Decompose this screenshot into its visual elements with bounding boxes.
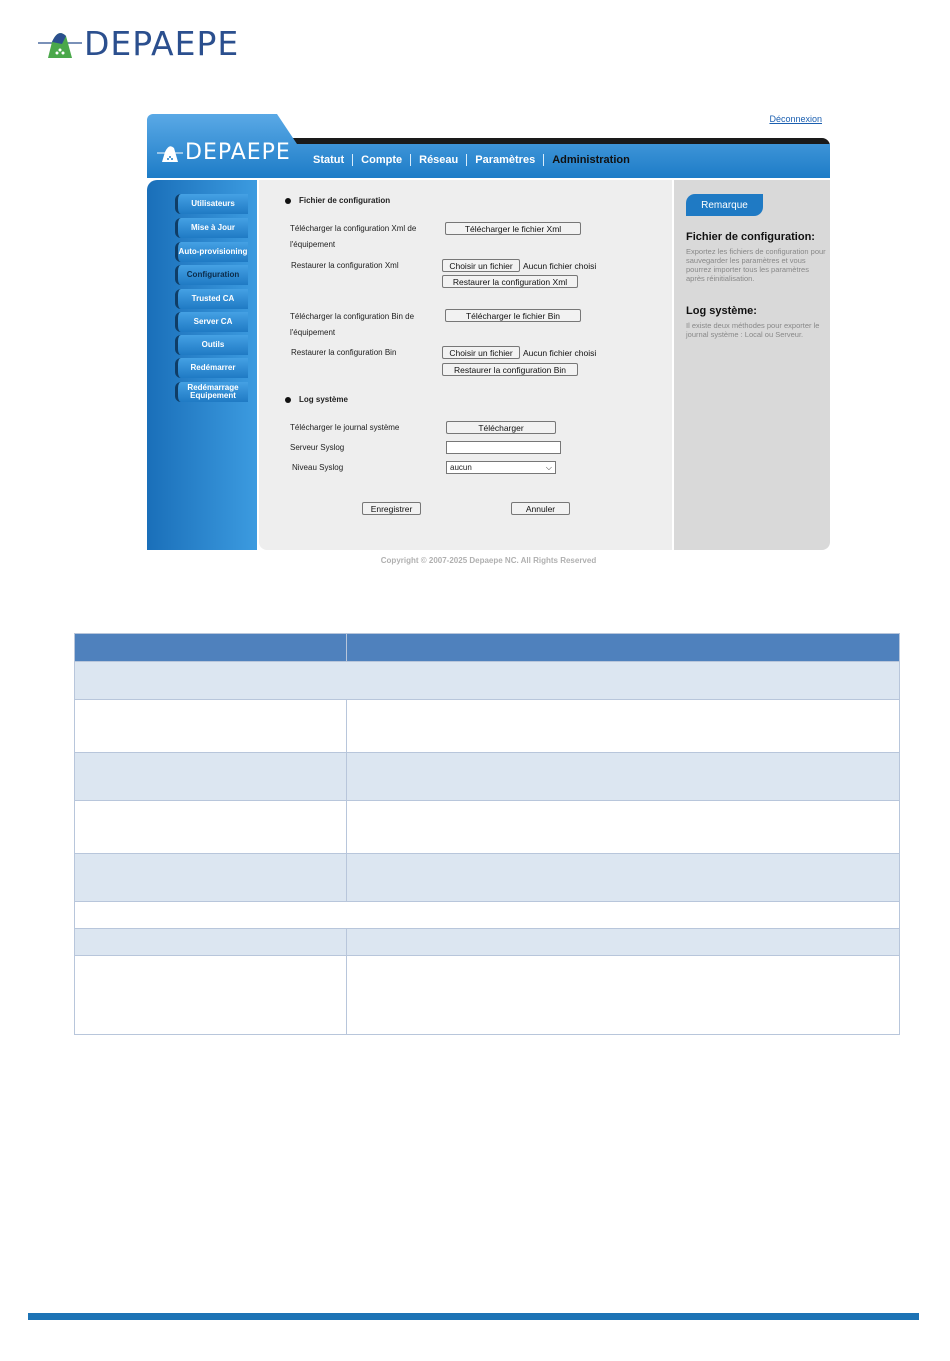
nav-administration[interactable]: Administration bbox=[552, 154, 630, 166]
xml-download-label bbox=[290, 221, 416, 253]
table-cell bbox=[347, 801, 900, 854]
nav-reseau[interactable]: Réseau bbox=[419, 154, 459, 166]
syslog-level-label: Niveau Syslog bbox=[292, 463, 344, 472]
header-wordmark: DEPAEPE bbox=[185, 140, 291, 165]
table-cell bbox=[347, 854, 900, 902]
table-cell bbox=[347, 929, 900, 956]
nav-parametres[interactable]: Paramètres bbox=[475, 154, 536, 166]
syslog-server-label: Serveur Syslog bbox=[290, 443, 345, 452]
bin-file-status: Aucun fichier choisi bbox=[523, 348, 597, 358]
table-cell bbox=[75, 902, 900, 929]
bin-download-label-line1: Télécharger la configuration Bin de bbox=[290, 312, 415, 321]
table-row bbox=[75, 929, 900, 956]
table-cell bbox=[75, 956, 347, 1035]
sidebar-item-auto-provisioning[interactable]: Auto-provisioning bbox=[175, 242, 248, 262]
xml-file-status: Aucun fichier choisi bbox=[523, 261, 597, 271]
xml-download-label-line1: Télécharger la configuration Xml de bbox=[290, 224, 417, 233]
main-nav bbox=[305, 154, 638, 166]
footer-bar bbox=[28, 1313, 919, 1320]
table-cell bbox=[347, 753, 900, 801]
company-wordmark: DEPAEPE bbox=[84, 24, 240, 63]
choose-xml-file-button[interactable]: Choisir un fichier bbox=[442, 259, 520, 272]
bin-download-label bbox=[290, 309, 414, 341]
syslog-server-input[interactable] bbox=[446, 441, 561, 454]
sidebar-item-server-ca[interactable]: Server CA bbox=[175, 312, 248, 332]
config-section-label: Fichier de configuration bbox=[299, 196, 391, 205]
table-cell bbox=[75, 634, 347, 662]
download-xml-button[interactable]: Télécharger le fichier Xml bbox=[445, 222, 581, 235]
note-tab: Remarque bbox=[686, 194, 763, 216]
sidebar bbox=[147, 180, 257, 550]
company-logo bbox=[38, 24, 239, 63]
table-row bbox=[75, 902, 900, 929]
save-button[interactable]: Enregistrer bbox=[362, 502, 421, 515]
table-row bbox=[75, 801, 900, 854]
sidebar-item-mise-a-jour[interactable]: Mise à Jour bbox=[175, 218, 248, 238]
bin-download-label-line2: l'équipement bbox=[290, 328, 336, 337]
table-cell bbox=[75, 854, 347, 902]
note-log-text: Il existe deux méthodes pour exporter le journal système : Local ou Serveur. bbox=[686, 321, 820, 339]
choose-bin-file-button[interactable]: Choisir un fichier bbox=[442, 346, 520, 359]
sidebar-item-redemarrage-equipement[interactable]: Redémarrage Equipement bbox=[175, 382, 248, 402]
header-logo bbox=[157, 140, 291, 165]
cancel-button[interactable]: Annuler bbox=[511, 502, 570, 515]
config-section-title bbox=[285, 196, 390, 205]
table-cell bbox=[347, 956, 900, 1035]
table-row bbox=[75, 854, 900, 902]
bullet-icon bbox=[285, 397, 291, 403]
table-row bbox=[75, 700, 900, 753]
note-config-text: Exportez les fichiers de configuration pour sauvegarder les paramètres et vous pourrez importer tous les paramètres après réinitialisation. bbox=[686, 247, 826, 283]
log-section-title bbox=[285, 395, 348, 404]
depaepe-logo-icon bbox=[157, 142, 183, 164]
syslog-level-value: aucun bbox=[450, 463, 472, 472]
download-log-button[interactable]: Télécharger bbox=[446, 421, 556, 434]
table-cell bbox=[75, 929, 347, 956]
bullet-icon bbox=[285, 198, 291, 204]
log-download-label: Télécharger le journal système bbox=[290, 423, 400, 432]
nav-compte[interactable]: Compte bbox=[361, 154, 403, 166]
table-row bbox=[75, 956, 900, 1035]
restore-xml-button[interactable]: Restaurer la configuration Xml bbox=[442, 275, 578, 288]
syslog-level-select[interactable] bbox=[446, 461, 556, 474]
restore-bin-button[interactable]: Restaurer la configuration Bin bbox=[442, 363, 578, 376]
note-config-title: Fichier de configuration: bbox=[686, 231, 815, 243]
sidebar-item-outils[interactable]: Outils bbox=[175, 335, 248, 355]
description-table bbox=[74, 633, 900, 1035]
sidebar-item-trusted-ca[interactable]: Trusted CA bbox=[175, 289, 248, 309]
note-log-title: Log système: bbox=[686, 305, 757, 317]
sidebar-item-redemarrer[interactable]: Redémarrer bbox=[175, 358, 248, 378]
log-section-label: Log système bbox=[299, 395, 348, 404]
table-cell bbox=[75, 662, 900, 700]
copyright-text: Copyright © 2007-2025 Depaepe NC. All Rights Reserved bbox=[380, 556, 597, 565]
table-row bbox=[75, 753, 900, 801]
table-cell bbox=[75, 700, 347, 753]
config-panel bbox=[259, 180, 672, 550]
logout-link[interactable]: Déconnexion bbox=[769, 114, 822, 124]
xml-restore-label: Restaurer la configuration Xml bbox=[291, 261, 399, 270]
sidebar-item-utilisateurs[interactable]: Utilisateurs bbox=[175, 194, 248, 214]
chevron-down-icon: ⌵ bbox=[545, 462, 552, 472]
sidebar-item-configuration[interactable]: Configuration bbox=[175, 265, 248, 285]
note-panel bbox=[674, 180, 830, 550]
table-header-row bbox=[75, 634, 900, 662]
table-cell bbox=[75, 753, 347, 801]
table-cell bbox=[75, 801, 347, 854]
bin-restore-label: Restaurer la configuration Bin bbox=[291, 348, 397, 357]
xml-download-label-line2: l'équipement bbox=[290, 240, 336, 249]
table-cell bbox=[347, 700, 900, 753]
download-bin-button[interactable]: Télécharger le fichier Bin bbox=[445, 309, 581, 322]
app-header bbox=[147, 114, 830, 178]
depaepe-logo-icon bbox=[38, 26, 82, 62]
table-row bbox=[75, 662, 900, 700]
admin-ui-screenshot bbox=[147, 110, 830, 565]
table-cell bbox=[347, 634, 900, 662]
nav-statut[interactable]: Statut bbox=[313, 154, 345, 166]
